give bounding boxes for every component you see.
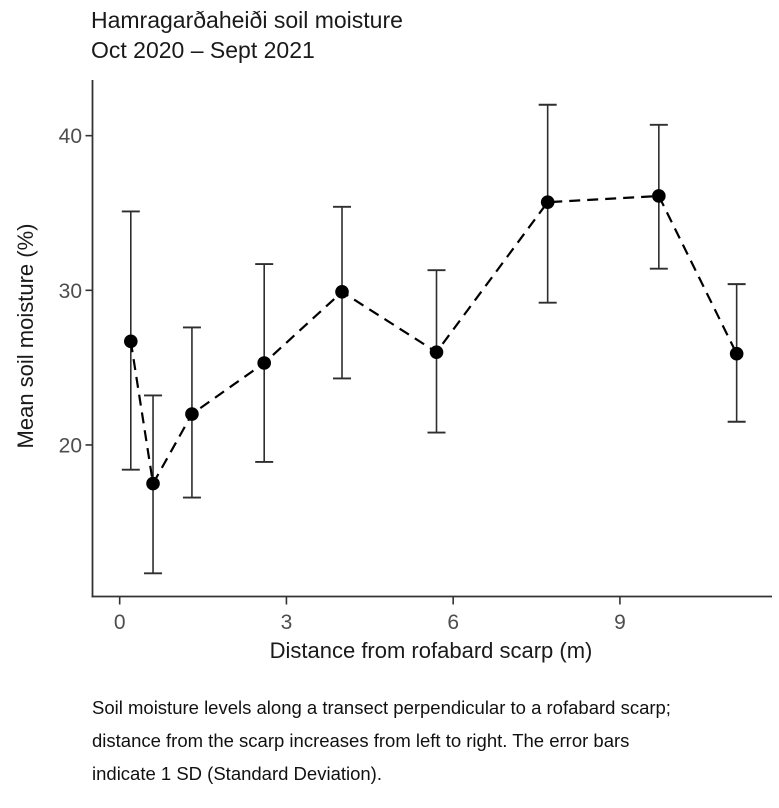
data-point: [335, 285, 349, 299]
x-tick-label: 9: [614, 611, 626, 634]
data-point: [257, 356, 271, 370]
figure-caption: [92, 691, 762, 790]
y-axis-label: Mean soil moisture (%): [13, 223, 38, 449]
x-axis-label: Distance from rofabard scarp (m): [269, 638, 593, 663]
data-point: [652, 189, 666, 203]
data-point: [430, 345, 444, 359]
y-tick-label: 40: [58, 125, 82, 149]
x-tick-label: 6: [447, 611, 460, 634]
data-point: [730, 347, 744, 361]
x-tick-label: 3: [280, 611, 293, 634]
chart-title-line1: Hamragarðaheiði soil moisture: [91, 7, 403, 33]
caption-line-1: Soil moisture levels along a transect perpendicular to a rofabard scarp;: [92, 697, 671, 718]
y-tick-label: 20: [58, 434, 82, 458]
data-point: [124, 335, 138, 349]
data-point: [541, 195, 555, 209]
caption-line-2: distance from the scarp increases from left to right. The error bars: [92, 730, 630, 751]
data-point: [146, 477, 160, 491]
caption-line-3: indicate 1 SD (Standard Deviation).: [92, 763, 382, 784]
chart-title-line2: Oct 2020 – Sept 2021: [91, 37, 315, 63]
data-point: [185, 407, 199, 421]
trend-line: [131, 196, 737, 484]
y-tick-label: 30: [58, 279, 82, 303]
x-tick-label: 0: [113, 611, 126, 634]
